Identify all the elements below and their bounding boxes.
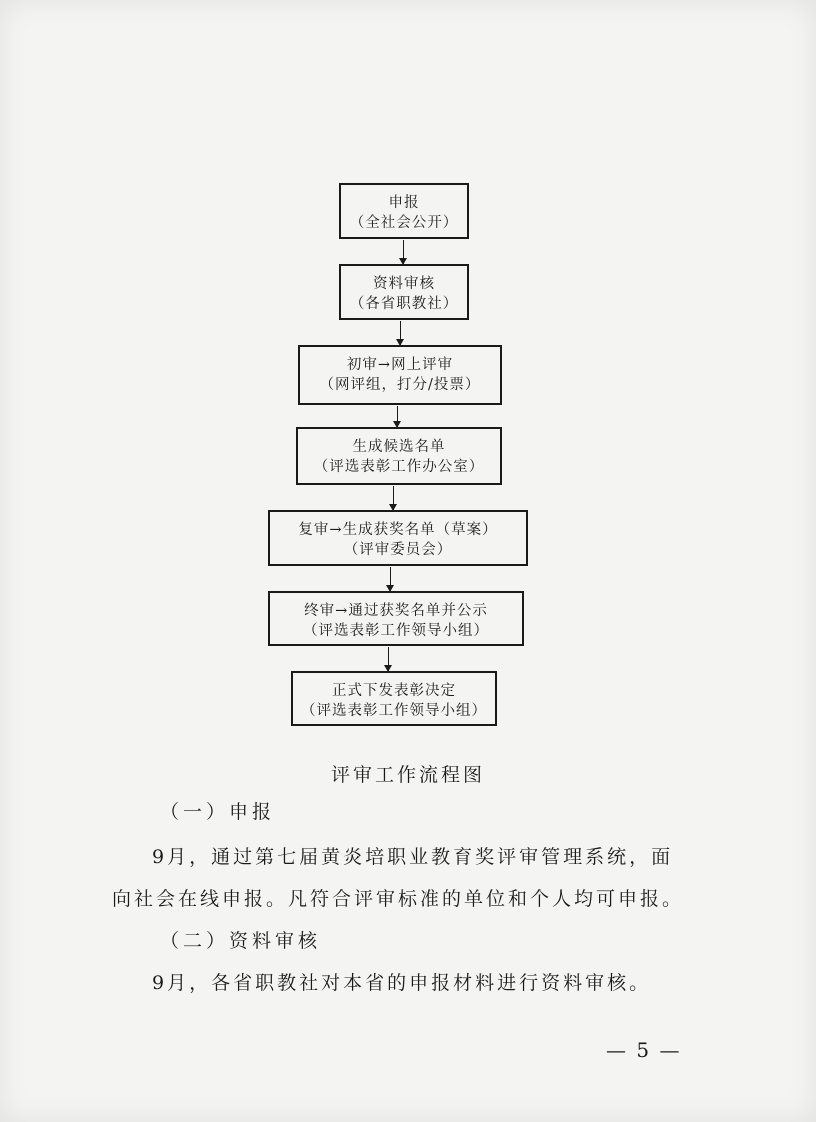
flow-step-preliminary-review <box>298 345 502 405</box>
flow-arrow <box>388 647 389 671</box>
flow-step-title: 复审→生成获奖名单（草案） <box>298 522 498 538</box>
flow-step-second-review <box>268 510 528 566</box>
flow-arrow <box>397 406 398 427</box>
flow-step-issue-decision <box>291 671 497 726</box>
page-number: — 5 — <box>606 1038 682 1062</box>
flow-step-apply <box>339 183 469 239</box>
flow-step-final-review <box>268 591 524 646</box>
flow-step-title: 初审→网上评审 <box>346 357 454 373</box>
flow-step-subtitle: （网评组，打分/投票） <box>319 377 481 393</box>
flow-step-title: 正式下发表彰决定 <box>332 683 456 699</box>
flow-step-subtitle: （全社会公开） <box>349 215 459 231</box>
flow-step-title: 终审→通过获奖名单并公示 <box>304 603 488 619</box>
flow-step-subtitle: （评选表彰工作领导小组） <box>303 623 489 639</box>
flow-step-subtitle: （各省职教社） <box>349 296 459 312</box>
flow-arrow <box>393 486 394 510</box>
flow-step-title: 资料审核 <box>373 276 435 292</box>
flow-step-title: 申报 <box>388 195 420 211</box>
flow-step-subtitle: （评审委员会） <box>343 542 453 558</box>
section-paragraph-line: 向社会在线申报。凡符合评审标准的单位和个人均可申报。 <box>112 888 685 910</box>
flow-step-candidate-list <box>296 427 502 485</box>
section-heading-apply: （一）申报 <box>160 801 276 823</box>
section-paragraph-line: 9月，通过第七届黄炎培职业教育奖评审管理系统，面 <box>152 846 674 868</box>
flow-step-material-review <box>339 264 469 320</box>
flow-arrow <box>400 321 401 345</box>
flow-arrow <box>390 567 391 591</box>
flowchart-caption: 评审工作流程图 <box>330 764 485 786</box>
flow-arrow <box>403 240 404 264</box>
flow-step-subtitle: （评选表彰工作领导小组） <box>301 703 487 719</box>
section-paragraph-line: 9月，各省职教社对本省的申报材料进行资料审核。 <box>152 972 652 994</box>
section-heading-material-review: （二）资料审核 <box>160 930 322 952</box>
flow-step-subtitle: （评选表彰工作办公室） <box>313 459 485 475</box>
flow-step-title: 生成候选名单 <box>352 439 446 455</box>
